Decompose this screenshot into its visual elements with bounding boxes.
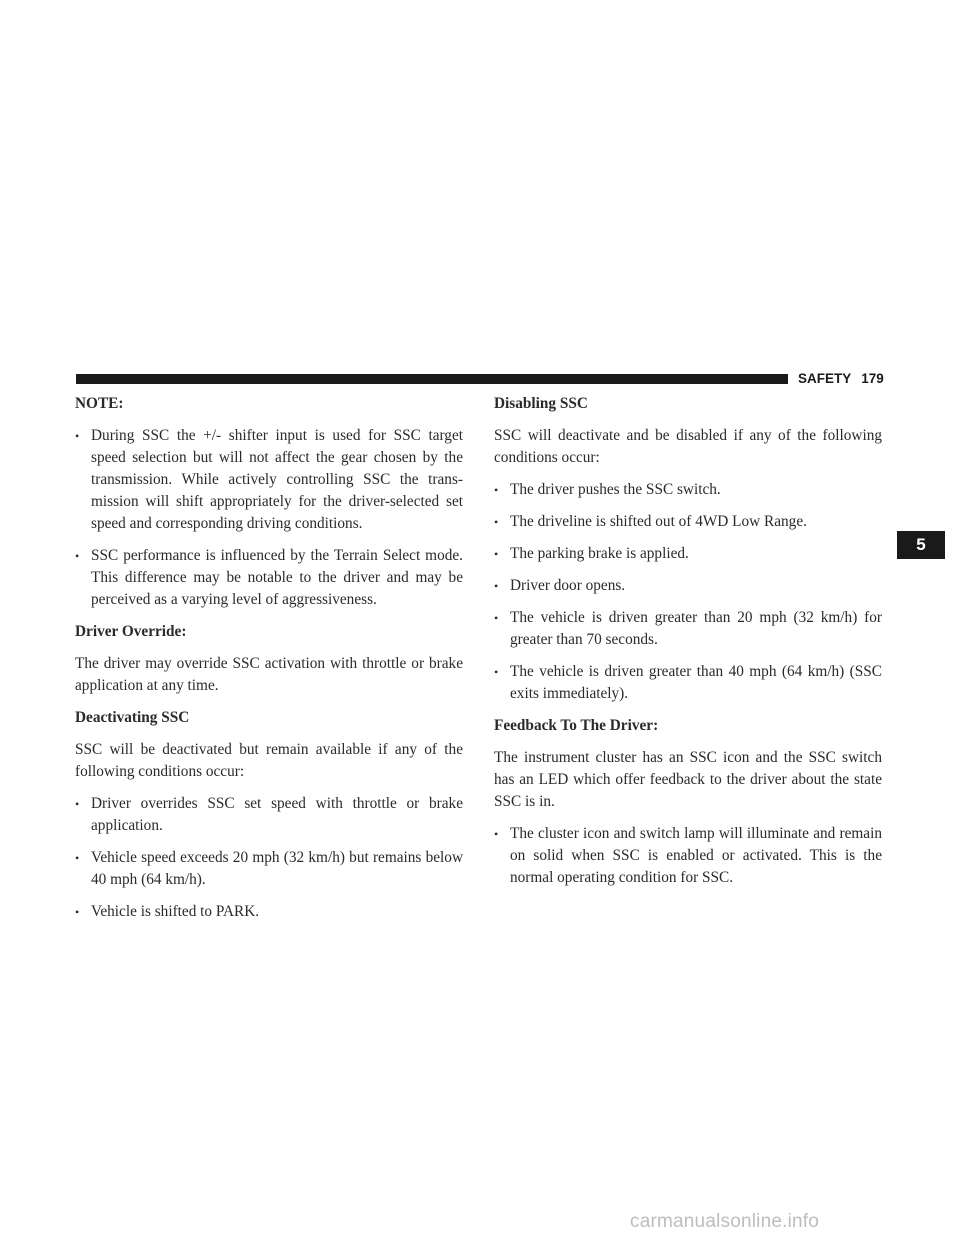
right-column <box>494 393 882 899</box>
header-rule <box>76 374 788 384</box>
list-item-text: The vehicle is driven greater than 20 mph (32 km/h) for greater than 70 seconds. <box>510 609 882 648</box>
list-item-text: Driver door opens. <box>510 577 626 594</box>
watermark-logo: carmanualsonline.info <box>630 1211 820 1232</box>
list-item <box>494 823 882 889</box>
page-number: 179 <box>861 371 884 386</box>
deactivating-bullet-list <box>75 793 463 923</box>
list-item <box>494 479 882 501</box>
list-item <box>494 511 882 533</box>
bullet-icon: • <box>494 579 499 593</box>
bullet-icon: • <box>75 549 80 563</box>
list-item <box>494 543 882 565</box>
bullet-icon: • <box>494 515 499 529</box>
paragraph-feedback: The instrument cluster has an SSC icon and the SSC switch has an LED which offer feedback to the driver about the state SSC is in. <box>494 749 882 810</box>
bullet-icon: • <box>75 905 80 919</box>
list-item <box>494 607 882 651</box>
list-item-text: The driveline is shifted out of 4WD Low Range. <box>510 513 807 530</box>
bullet-icon: • <box>494 665 499 679</box>
paragraph-deactivating: SSC will be deactivated but remain available if any of the following conditions occur: <box>75 741 463 780</box>
section-heading-deactivating: Deactivating SSC <box>75 709 190 726</box>
list-item-text: SSC performance is influenced by the Terrain Select mode. This difference may be notable to the driver and may be perceived as a varying level of aggressiveness. <box>91 547 463 608</box>
note-label: NOTE: <box>75 395 124 412</box>
running-header <box>798 369 890 389</box>
list-item <box>75 425 463 535</box>
list-item <box>75 901 463 923</box>
left-column <box>75 393 463 933</box>
list-item-text: Vehicle is shifted to PARK. <box>91 903 260 920</box>
list-item-text: The parking brake is applied. <box>510 545 689 562</box>
bullet-icon: • <box>75 429 80 443</box>
section-heading-feedback: Feedback To The Driver: <box>494 717 659 734</box>
list-item-text: The vehicle is driven greater than 40 mph (64 km/h) (SSC exits immediately). <box>510 663 882 702</box>
note-bullet-list <box>75 425 463 611</box>
list-item-text: The driver pushes the SSC switch. <box>510 481 721 498</box>
bullet-icon: • <box>494 827 499 841</box>
list-item <box>75 545 463 611</box>
section-heading-disabling: Disabling SSC <box>494 395 588 412</box>
disabling-bullet-list <box>494 479 882 705</box>
list-item <box>75 847 463 891</box>
paragraph-disabling: SSC will deactivate and be disabled if any of the following conditions occur: <box>494 427 882 466</box>
list-item <box>494 575 882 597</box>
bullet-icon: • <box>75 851 80 865</box>
section-heading-driver-override: Driver Override: <box>75 623 187 640</box>
list-item <box>75 793 463 837</box>
paragraph-driver-override: The driver may override SSC activation with throttle or brake application at any time. <box>75 655 463 694</box>
list-item-text: Driver overrides SSC set speed with throttle or brake application. <box>91 795 463 834</box>
list-item-text: Vehicle speed exceeds 20 mph (32 km/h) but remains below 40 mph (64 km/h). <box>91 849 463 888</box>
list-item-text: During SSC the +/- shifter input is used for SSC target speed selection but will not affect the gear chosen by the transmission. While actively controlling SSC the trans-mission will shift appropriately for the driver-selected set speed and corresponding driving conditions. <box>91 427 463 532</box>
bullet-icon: • <box>494 611 499 625</box>
list-item-text: The cluster icon and switch lamp will illuminate and remain on solid when SSC is enabled or activated. This is the normal operating condition for SSC. <box>510 825 882 886</box>
bullet-icon: • <box>75 797 80 811</box>
bullet-icon: • <box>494 547 499 561</box>
bullet-icon: • <box>494 483 499 497</box>
section-title: SAFETY <box>798 371 852 386</box>
feedback-bullet-list <box>494 823 882 889</box>
chapter-tab: 5 <box>897 531 945 559</box>
list-item <box>494 661 882 705</box>
